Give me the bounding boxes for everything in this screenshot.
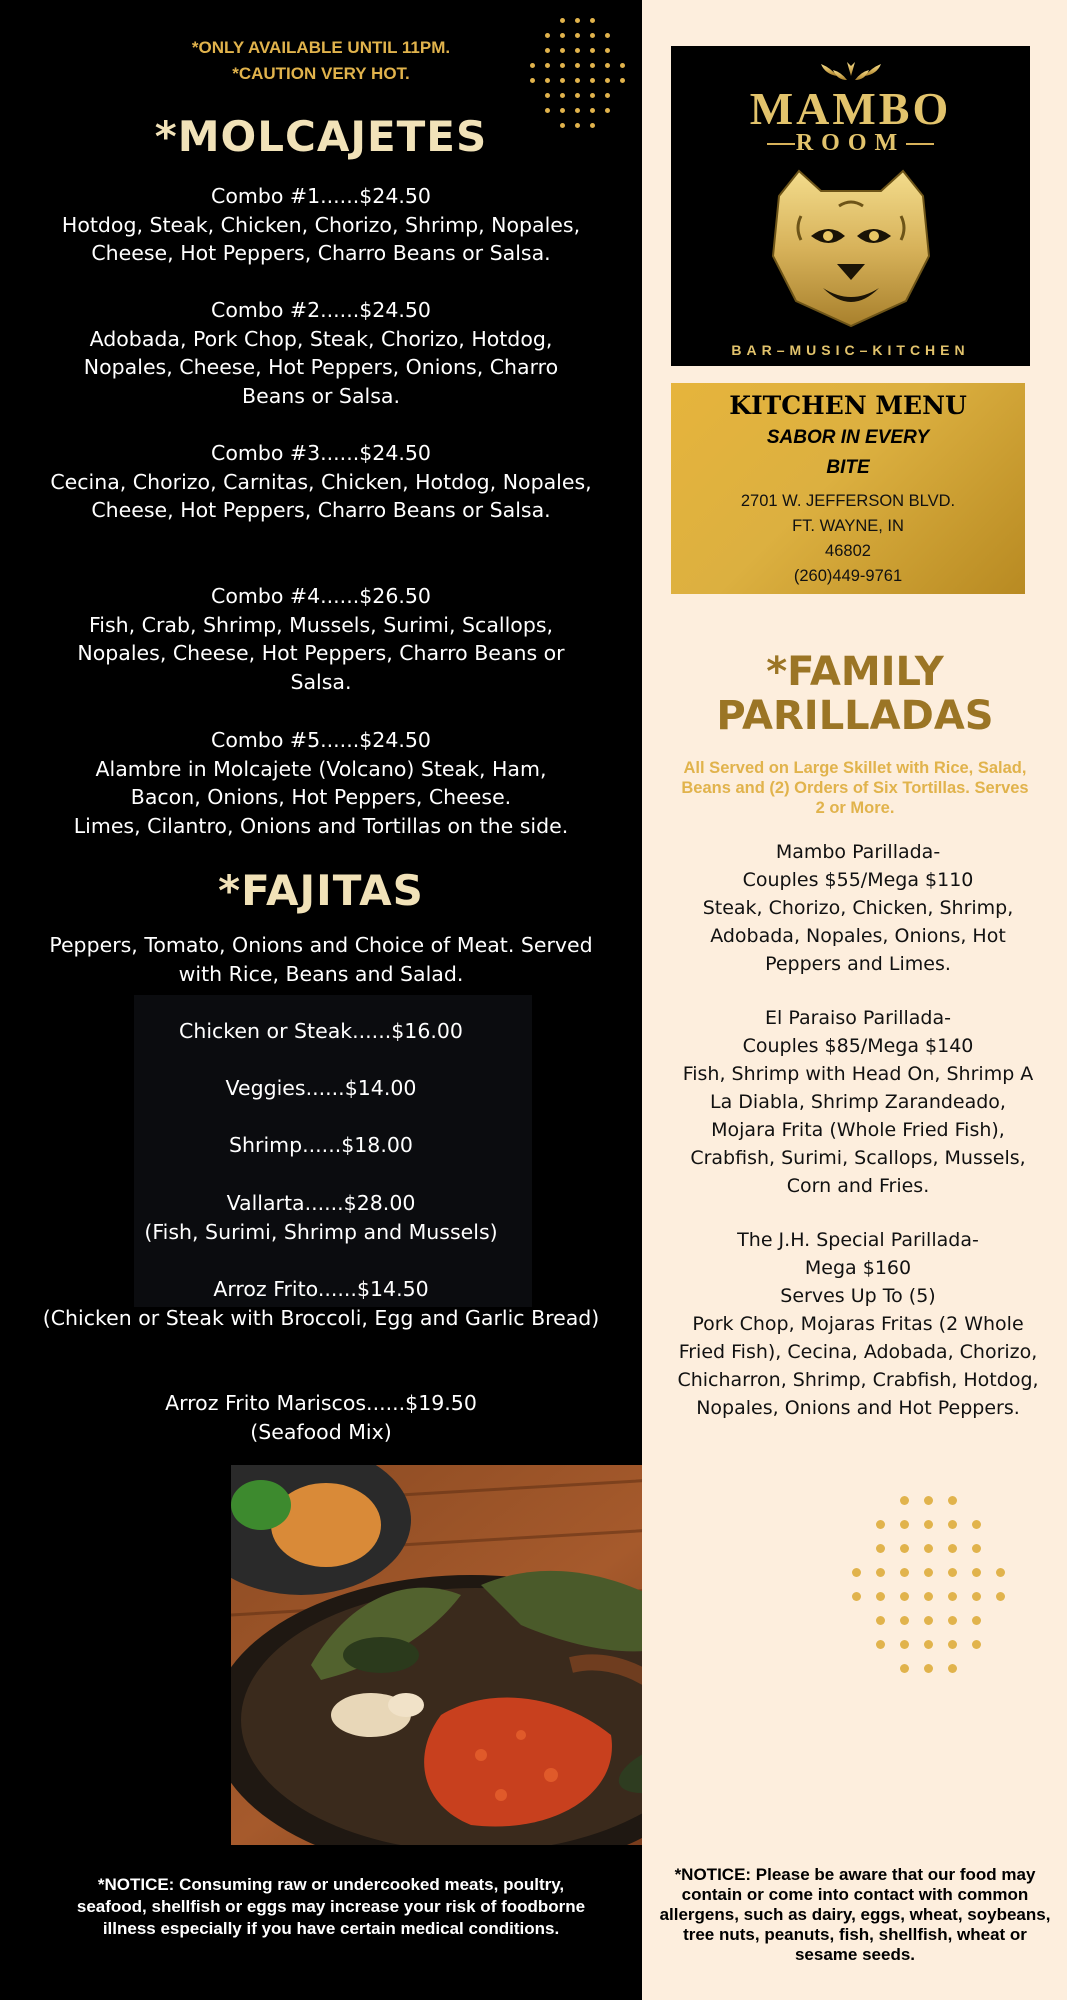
- decor-dot: [575, 93, 580, 98]
- decor-dot: [876, 1616, 885, 1625]
- decor-dot: [924, 1664, 933, 1673]
- decor-dot: [876, 1640, 885, 1649]
- item-name: Vallarta......$28.00: [226, 1191, 416, 1215]
- decor-dot: [876, 1520, 885, 1529]
- decor-dot: [620, 78, 625, 83]
- item-name: Shrimp......$18.00: [229, 1133, 413, 1157]
- decor-dot: [605, 48, 610, 53]
- fajitas-intro: Peppers, Tomato, Onions and Choice of Meat. Served with Rice, Beans and Salad.: [49, 933, 593, 986]
- item-name: The J.H. Special Parillada-: [737, 1229, 979, 1251]
- item-name: Mambo Parillada-: [775, 841, 941, 863]
- family-parilladas-subtitle: All Served on Large Skillet with Rice, Salad, Beans and (2) Orders of Six Tortillas. Serves 2 or More.: [681, 759, 1029, 817]
- item-desc: Pork Chop, Mojaras Fritas (2 Whole Fried Fish), Cecina, Adobada, Chorizo, Chicharron, Shrimp, Crabfish, Hotdog, Nopales, Onions and Hot Peppers.: [677, 1313, 1039, 1419]
- item-desc: (Chicken or Steak with Broccoli, Egg and Garlic Bread): [42, 1305, 600, 1330]
- decor-dot: [560, 63, 565, 68]
- decor-dot: [560, 33, 565, 38]
- decor-dot: [590, 18, 595, 23]
- address-zip: 46802: [825, 542, 871, 560]
- decor-dot: [972, 1616, 981, 1625]
- decor-dot: [948, 1616, 957, 1625]
- decor-dot: [876, 1592, 885, 1601]
- item-desc: Cecina, Chorizo, Carnitas, Chicken, Hotdog, Nopales, Cheese, Hot Peppers, Charro Beans or Salsa.: [50, 469, 592, 522]
- item-desc: Hotdog, Steak, Chicken, Chorizo, Shrimp, Nopales, Cheese, Hot Peppers, Charro Beans or Salsa.: [61, 212, 581, 265]
- decor-dot: [924, 1544, 933, 1553]
- phone-number: (260)449-9761: [793, 567, 903, 585]
- decor-dot: [996, 1568, 1005, 1577]
- decor-dot: [900, 1496, 909, 1505]
- item-name: Combo #3......$24.50: [211, 441, 431, 465]
- decor-dot: [996, 1592, 1005, 1601]
- decor-dot: [948, 1520, 957, 1529]
- decor-dot: [590, 48, 595, 53]
- decor-dot: [620, 63, 625, 68]
- decor-dot: [948, 1592, 957, 1601]
- decor-dot: [972, 1568, 981, 1577]
- decor-dot: [575, 18, 580, 23]
- decor-dot: [605, 93, 610, 98]
- decor-dot: [900, 1568, 909, 1577]
- decor-dot: [948, 1664, 957, 1673]
- restaurant-address: [671, 489, 1025, 589]
- decor-dot: [924, 1496, 933, 1505]
- decor-dot: [590, 33, 595, 38]
- fajita-veggies: [40, 1074, 602, 1103]
- decor-dot: [545, 48, 550, 53]
- decor-dot: [924, 1640, 933, 1649]
- molcajete-combo-2: [40, 296, 602, 410]
- item-desc: (Fish, Surimi, Shrimp and Mussels): [144, 1219, 498, 1244]
- item-price: Couples $85/Mega $140: [742, 1035, 974, 1057]
- allergen-notice: *NOTICE: Please be aware that our food may contain or come into contact with common allergens, such as dairy, eggs, wheat, soybeans, tree nuts, peanuts, fish, shellfish, wheat or sesame seeds.: [659, 1865, 1051, 1964]
- decor-dot: [605, 78, 610, 83]
- item-name: Combo #1......$24.50: [211, 184, 431, 208]
- decor-dot: [876, 1568, 885, 1577]
- decor-dot: [545, 78, 550, 83]
- fajita-arroz-frito: [40, 1275, 602, 1332]
- caution-note: *CAUTION VERY HOT.: [232, 64, 410, 83]
- item-desc: Fish, Shrimp with Head On, Shrimp A La Diabla, Shrimp Zarandeado, Mojara Frita (Whole Fried Fish), Crabfish, Surimi, Scallops, Mussels, Corn and Fries.: [682, 1063, 1034, 1197]
- decor-dot: [545, 93, 550, 98]
- fajita-chicken-steak: [40, 1017, 602, 1046]
- decor-dot: [575, 63, 580, 68]
- jh-special-parillada: [676, 1226, 1040, 1422]
- decor-dot: [530, 78, 535, 83]
- decor-dot: [575, 33, 580, 38]
- item-name: Arroz Frito......$14.50: [213, 1277, 429, 1301]
- decor-dot: [575, 78, 580, 83]
- decor-dot: [900, 1544, 909, 1553]
- molcajete-combo-4: [40, 582, 602, 696]
- item-desc: Fish, Crab, Shrimp, Mussels, Surimi, Scallops, Nopales, Cheese, Hot Peppers, Charro Beans or Salsa.: [77, 612, 565, 694]
- decor-dot: [900, 1520, 909, 1529]
- address-street: 2701 W. JEFFERSON BLVD.: [740, 492, 956, 510]
- decor-dot: [972, 1640, 981, 1649]
- decor-dot: [852, 1568, 861, 1577]
- laurel-crown-icon: [821, 62, 881, 80]
- decor-dot: [948, 1544, 957, 1553]
- title-line-1: *FAMILY: [766, 649, 944, 695]
- decor-dot: [560, 78, 565, 83]
- decor-dot: [545, 63, 550, 68]
- item-desc: Steak, Chorizo, Chicken, Shrimp, Adobada, Nopales, Onions, Hot Peppers and Limes.: [702, 897, 1014, 975]
- decor-dot: [545, 33, 550, 38]
- molcajete-combo-3: [40, 439, 602, 525]
- decor-dot: [924, 1568, 933, 1577]
- item-extra: Serves Up To (5): [780, 1285, 936, 1307]
- molcajete-combo-1: [40, 182, 602, 268]
- molcajete-combo-5: [40, 726, 602, 840]
- decor-dot: [972, 1544, 981, 1553]
- decor-dot: [560, 18, 565, 23]
- item-price: Couples $55/Mega $110: [742, 869, 974, 891]
- slogan-line-1: SABOR IN EVERY: [766, 427, 930, 448]
- decor-dot: [900, 1664, 909, 1673]
- slogan-line-2: BITE: [826, 457, 870, 478]
- mambo-parillada: [676, 838, 1040, 978]
- title-line-2: PARILLADAS: [716, 693, 994, 739]
- decor-dot: [590, 93, 595, 98]
- kitchen-menu-title: KITCHEN MENU: [729, 391, 967, 420]
- item-name: Combo #2......$24.50: [211, 298, 431, 322]
- decor-dot: [948, 1568, 957, 1577]
- molcajetes-title: *MOLCAJETES: [154, 112, 488, 161]
- item-price: Mega $160: [804, 1257, 912, 1279]
- item-name: Chicken or Steak......$16.00: [179, 1019, 463, 1043]
- decor-dot: [900, 1592, 909, 1601]
- decor-dot: [605, 63, 610, 68]
- decor-dot: [900, 1640, 909, 1649]
- decor-dot: [924, 1616, 933, 1625]
- decor-dot: [972, 1520, 981, 1529]
- decor-dot: [575, 48, 580, 53]
- item-name: Combo #4......$26.50: [211, 584, 431, 608]
- decor-dot: [948, 1640, 957, 1649]
- item-name: El Paraiso Parillada-: [765, 1007, 951, 1029]
- decor-dot: [900, 1616, 909, 1625]
- fajitas-title: *FAJITAS: [218, 866, 424, 915]
- address-city: FT. WAYNE, IN: [792, 517, 904, 535]
- foodborne-illness-notice: *NOTICE: Consuming raw or undercooked meats, poultry, seafood, shellfish or eggs may increase your risk of foodborne illness especially if you have certain medical conditions.: [76, 1875, 586, 1938]
- family-parilladas-title: [660, 650, 1050, 738]
- logo-room: ROOM: [795, 130, 906, 156]
- item-desc: Alambre in Molcajete (Volcano) Steak, Ham, Bacon, Onions, Hot Peppers, Cheese.: [95, 756, 547, 809]
- decor-dot: [924, 1520, 933, 1529]
- decor-dot: [924, 1592, 933, 1601]
- dot-pattern-right: [852, 1496, 1012, 1681]
- decor-dot: [590, 63, 595, 68]
- item-name: Combo #5......$24.50: [211, 728, 431, 752]
- decor-dot: [948, 1496, 957, 1505]
- availability-note: *ONLY AVAILABLE UNTIL 11PM.: [191, 38, 451, 57]
- fajita-shrimp: [40, 1131, 602, 1160]
- kitchen-menu-box: [671, 383, 1025, 594]
- logo-tagline: BAR–MUSIC–KITCHEN: [731, 342, 970, 358]
- fajita-arroz-mariscos: [40, 1389, 602, 1446]
- fajita-vallarta: [40, 1189, 602, 1246]
- decor-dot: [972, 1592, 981, 1601]
- decor-dot: [605, 33, 610, 38]
- decor-dot: [560, 93, 565, 98]
- decor-dot: [876, 1544, 885, 1553]
- mambo-room-logo: [671, 46, 1030, 366]
- item-name: Arroz Frito Mariscos......$19.50: [165, 1391, 477, 1415]
- item-name: Veggies......$14.00: [225, 1076, 417, 1100]
- el-paraiso-parillada: [676, 1004, 1040, 1200]
- item-desc: Adobada, Pork Chop, Steak, Chorizo, Hotdog, Nopales, Cheese, Hot Peppers, Onions, Charro Beans or Salsa.: [83, 326, 559, 408]
- logo-mambo: MAMBO: [749, 83, 952, 134]
- decor-dot: [530, 63, 535, 68]
- decor-dot: [590, 78, 595, 83]
- item-desc: (Seafood Mix): [250, 1419, 392, 1444]
- kitchen-menu-slogan: [671, 423, 1025, 483]
- decor-dot: [560, 48, 565, 53]
- item-extra: Limes, Cilantro, Onions and Tortillas on the side.: [73, 813, 569, 838]
- decor-dot: [852, 1592, 861, 1601]
